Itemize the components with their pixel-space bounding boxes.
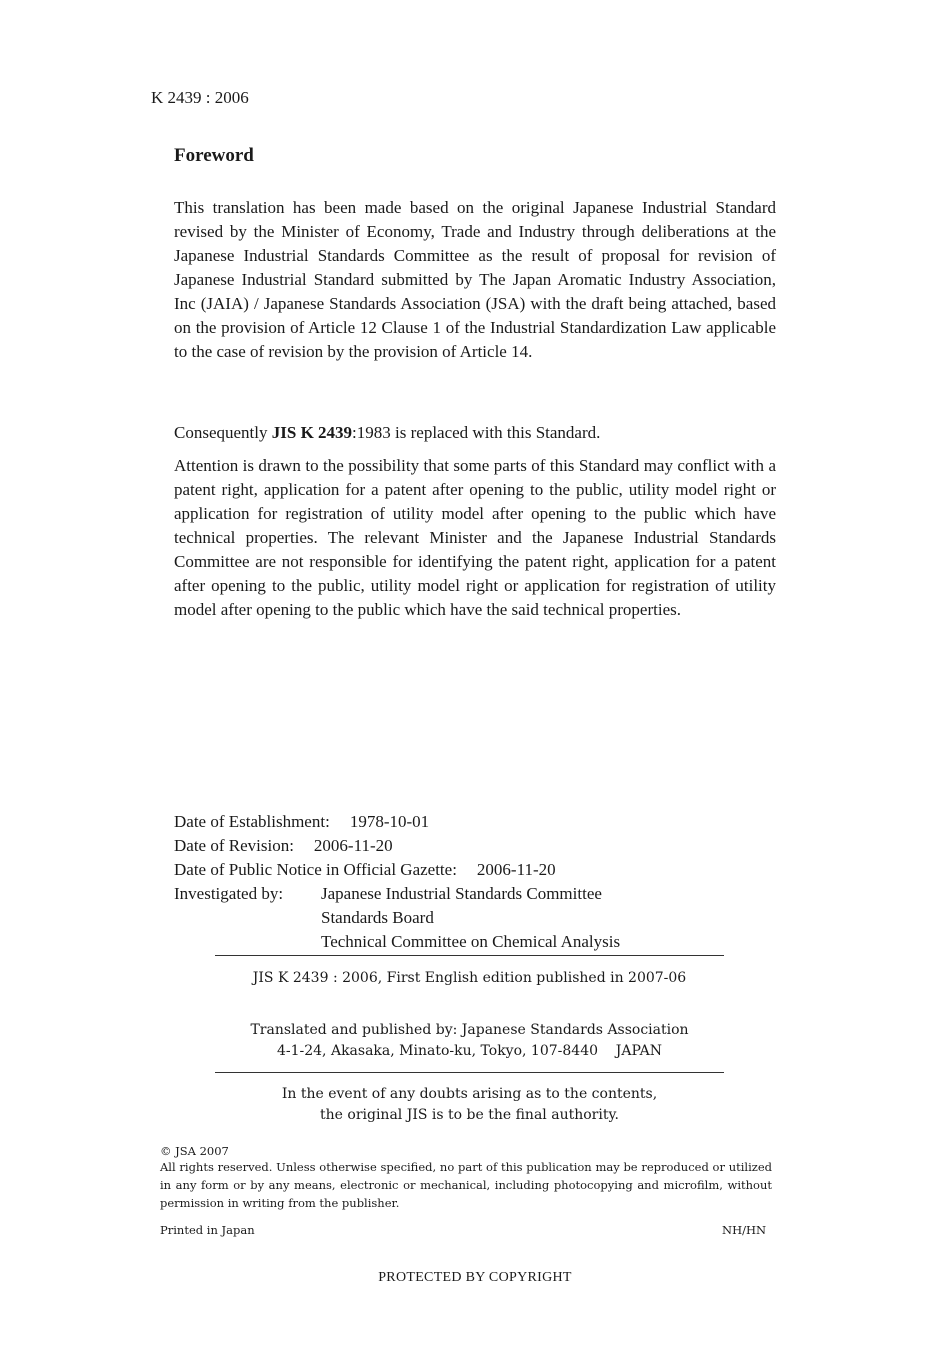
divider [215,1072,724,1073]
authority-notice [215,1084,724,1126]
investigated-line-1: Japanese Industrial Standards Committee [321,884,602,903]
authority-notice-line-2: the original JIS is to be the final authority. [320,1107,619,1123]
establishment-value: 1978-10-01 [349,812,430,831]
edition-line: JIS K 2439 : 2006, First English edition published in 2007-06 [252,970,687,986]
copyright-footer: PROTECTED BY COPYRIGHT [378,1270,572,1285]
printed-in: Printed in Japan [160,1223,255,1237]
revision-label: Date of Revision: [174,836,294,855]
investigated-line-2: Standards Board [321,908,434,927]
investigated-line-3: Technical Committee on Chemical Analysis [321,932,621,951]
date-of-public-notice [174,858,556,882]
foreword-title: Foreword [174,145,254,166]
para2-prefix: Consequently [174,423,272,442]
date-of-revision [174,834,393,858]
investigated-label: Investigated by: [174,884,284,903]
foreword-paragraph-1: This translation has been made based on the original Japanese Industrial Standard revised by the Minister of Economy, Trade and Industry through deliberations at the Japanese Industrial Standards Committee as the result of proposal for revision of Japanese Industrial Standard submitted by The Japan Aromatic Industry Association, Inc (JAIA) / Japanese Standards Association (JSA) with the draft being attached, based on the provision of Article 12 Clause 1 of the Industrial Standardization Law applicable to the case of revision by the provision of Article 14. [174,198,776,361]
publisher-block [215,1020,724,1062]
para2-suffix: :1983 is replaced with this Standard. [352,423,601,442]
document-id-header: K 2439 : 2006 [151,88,249,107]
copyright-mark: © JSA 2007 [160,1144,229,1158]
rights-statement: All rights reserved. Unless otherwise specified, no part of this publication may be reproduced or utilized in any form or by any means, electronic or mechanical, including photocopying and microfilm, without permission in writing from the publisher. [160,1160,772,1210]
investigated-by [174,882,602,906]
publisher-line-2: 4-1-24, Akasaka, Minato-ku, Tokyo, 107-8440 JAPAN [276,1043,663,1059]
notice-value: 2006-11-20 [476,860,556,879]
publisher-line-1: Translated and published by: Japanese Standards Association [250,1022,689,1038]
printer-code: NH/HN [722,1223,767,1237]
divider [215,955,724,956]
date-of-establishment [174,810,429,834]
notice-label: Date of Public Notice in Official Gazette: [174,860,457,879]
foreword-paragraph-3: Attention is drawn to the possibility that some parts of this Standard may conflict with a patent right, application for a patent after opening to the public, utility model right or application for registration of utility model after opening to the public which have technical properties. The relevant Minister and the Japanese Industrial Standards Committee are not responsible for identifying the patent right, application for a patent after opening to the public, utility model right or application for registration of utility model after opening to the public which have the said technical properties. [174,456,776,619]
revision-value: 2006-11-20 [313,836,393,855]
establishment-label: Date of Establishment: [174,812,330,831]
authority-notice-line-1: In the event of any doubts arising as to the contents, [281,1086,658,1102]
para2-standard-ref: JIS K 2439 [271,423,353,442]
foreword-paragraph-2 [174,421,776,445]
